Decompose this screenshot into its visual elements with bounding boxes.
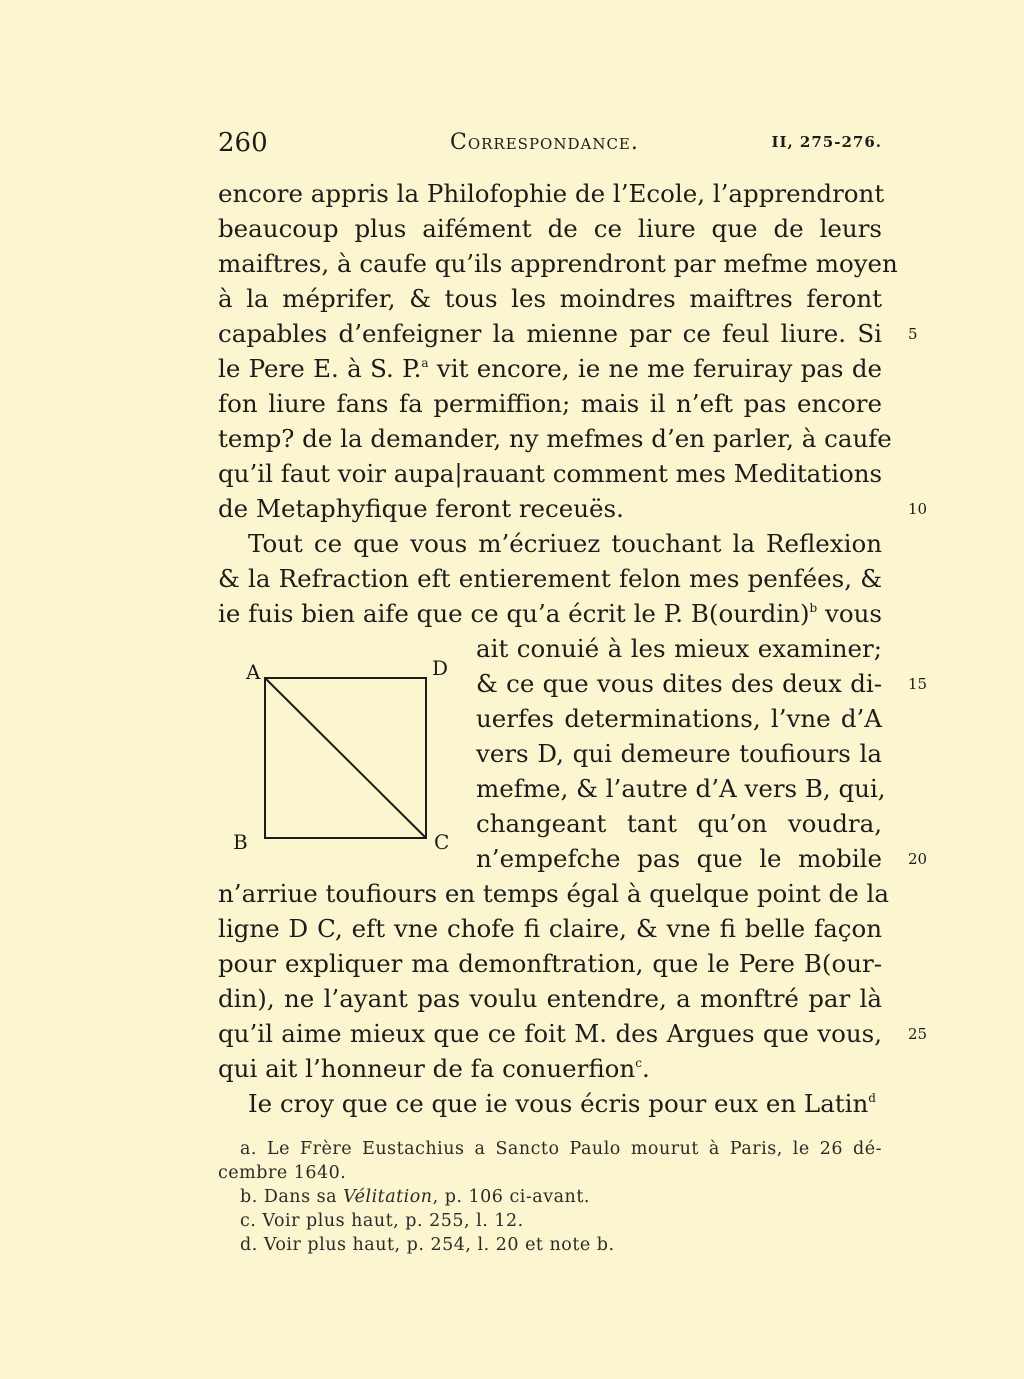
line-number: 15 [908, 675, 928, 693]
page-header [218, 128, 882, 164]
text-line: vers D, qui demeure toufiours la [476, 739, 882, 768]
text-fragment: . [641, 1054, 650, 1083]
text-line: n’empefche pas que le mobile [476, 844, 882, 873]
footnote-marker-a[interactable]: a [421, 356, 429, 370]
footnote-a-continued: cembre 1640. [218, 1163, 347, 1183]
label-d: D [432, 656, 449, 680]
text-line: beaucoup plus aifément de ce liure que de leurs [218, 214, 882, 243]
footnote-text: b. Dans sa [240, 1187, 344, 1207]
footnote-a: a. Le Frère Eustachius a Sancto Paulo mourut à Paris, le 26 dé- [240, 1139, 882, 1159]
text-line: encore appris la Philofophie de l’Ecole, l’apprendront [218, 179, 885, 208]
text-line: fon liure fans fa permiffion; mais il n’eft pas encore [218, 389, 882, 418]
square-diagram [230, 652, 450, 852]
text-line: de Metaphyfique feront receuës. [218, 494, 624, 523]
running-title: Correspondance. [450, 130, 639, 155]
footnote-b [240, 1185, 590, 1209]
text-line: maiftres, à caufe qu’ils apprendront par mefme moyen [218, 249, 898, 278]
volume-reference: II, 275-276. [771, 133, 882, 151]
text-line: ligne D C, eft vne chofe fi claire, & vne fi belle façon [218, 914, 882, 943]
text-line: changeant tant qu’on voudra, [476, 809, 882, 838]
text-line: mefme, & l’autre d’A vers B, qui, [476, 774, 886, 803]
label-b: B [233, 830, 248, 854]
text-fragment: vit encore, ie ne me feruiray pas de [428, 354, 883, 383]
footnote-title: Vélitation [343, 1187, 433, 1207]
text-line: & ce que vous dites des deux di- [476, 669, 882, 698]
text-line [218, 351, 882, 386]
text-fragment: qui ait l’honneur de fa conuerfion [218, 1054, 636, 1083]
text-line: uerfes determinations, l’vne d’A [476, 704, 882, 733]
text-line: n’arriue toufiours en temps égal à quelque point de la [218, 879, 889, 908]
page-number: 260 [218, 128, 268, 158]
footnote-c: c. Voir plus haut, p. 255, l. 12. [240, 1211, 524, 1231]
footnote-text: , p. 106 ci-avant. [432, 1187, 590, 1207]
footnote-marker-d[interactable]: d [868, 1091, 876, 1105]
text-fragment: vous [817, 599, 882, 628]
text-line: à la méprifer, & tous les moindres maiftres feront [218, 284, 882, 313]
footnote-marker-b[interactable]: b [809, 601, 818, 615]
text-line: qu’il aime mieux que ce foit M. des Argues que vous, [218, 1019, 882, 1048]
text-fragment: ie fuis bien aife que ce qu’a écrit le P. B(ourdin) [218, 599, 810, 628]
text-line: & la Refraction eft entierement felon mes penfées, & [218, 564, 882, 593]
diagonal-line [265, 678, 426, 838]
text-line [248, 1086, 882, 1121]
text-line: Tout ce que vous m’écriuez touchant la Reflexion [248, 529, 882, 558]
footnote-marker-c[interactable]: c [635, 1056, 642, 1070]
label-a: A [246, 660, 261, 684]
line-number: 25 [908, 1025, 928, 1043]
line-number: 10 [908, 500, 928, 518]
text-line: capables d’enfeigner la mienne par ce feul liure. Si [218, 319, 882, 348]
label-c: C [434, 830, 450, 854]
text-line: pour expliquer ma demonftration, que le Pere B(our- [218, 949, 882, 978]
text-fragment: Ie croy que ce que ie vous écris pour eux en Latin [248, 1089, 869, 1118]
text-line [218, 1051, 882, 1086]
text-line: qu’il faut voir aupa|rauant comment mes Meditations [218, 459, 883, 488]
text-line: din), ne l’ayant pas voulu entendre, a monftré par là [218, 984, 882, 1013]
text-line: temp? de la demander, ny mefmes d’en parler, à caufe [218, 424, 892, 453]
line-number: 5 [908, 325, 918, 343]
text-fragment: le Pere E. à S. P. [218, 354, 422, 383]
text-line [218, 596, 882, 631]
line-number: 20 [908, 850, 928, 868]
footnote-d: d. Voir plus haut, p. 254, l. 20 et note b. [240, 1235, 615, 1255]
geometric-figure [230, 652, 450, 852]
text-line: ait conuié à les mieux examiner; [476, 634, 882, 663]
